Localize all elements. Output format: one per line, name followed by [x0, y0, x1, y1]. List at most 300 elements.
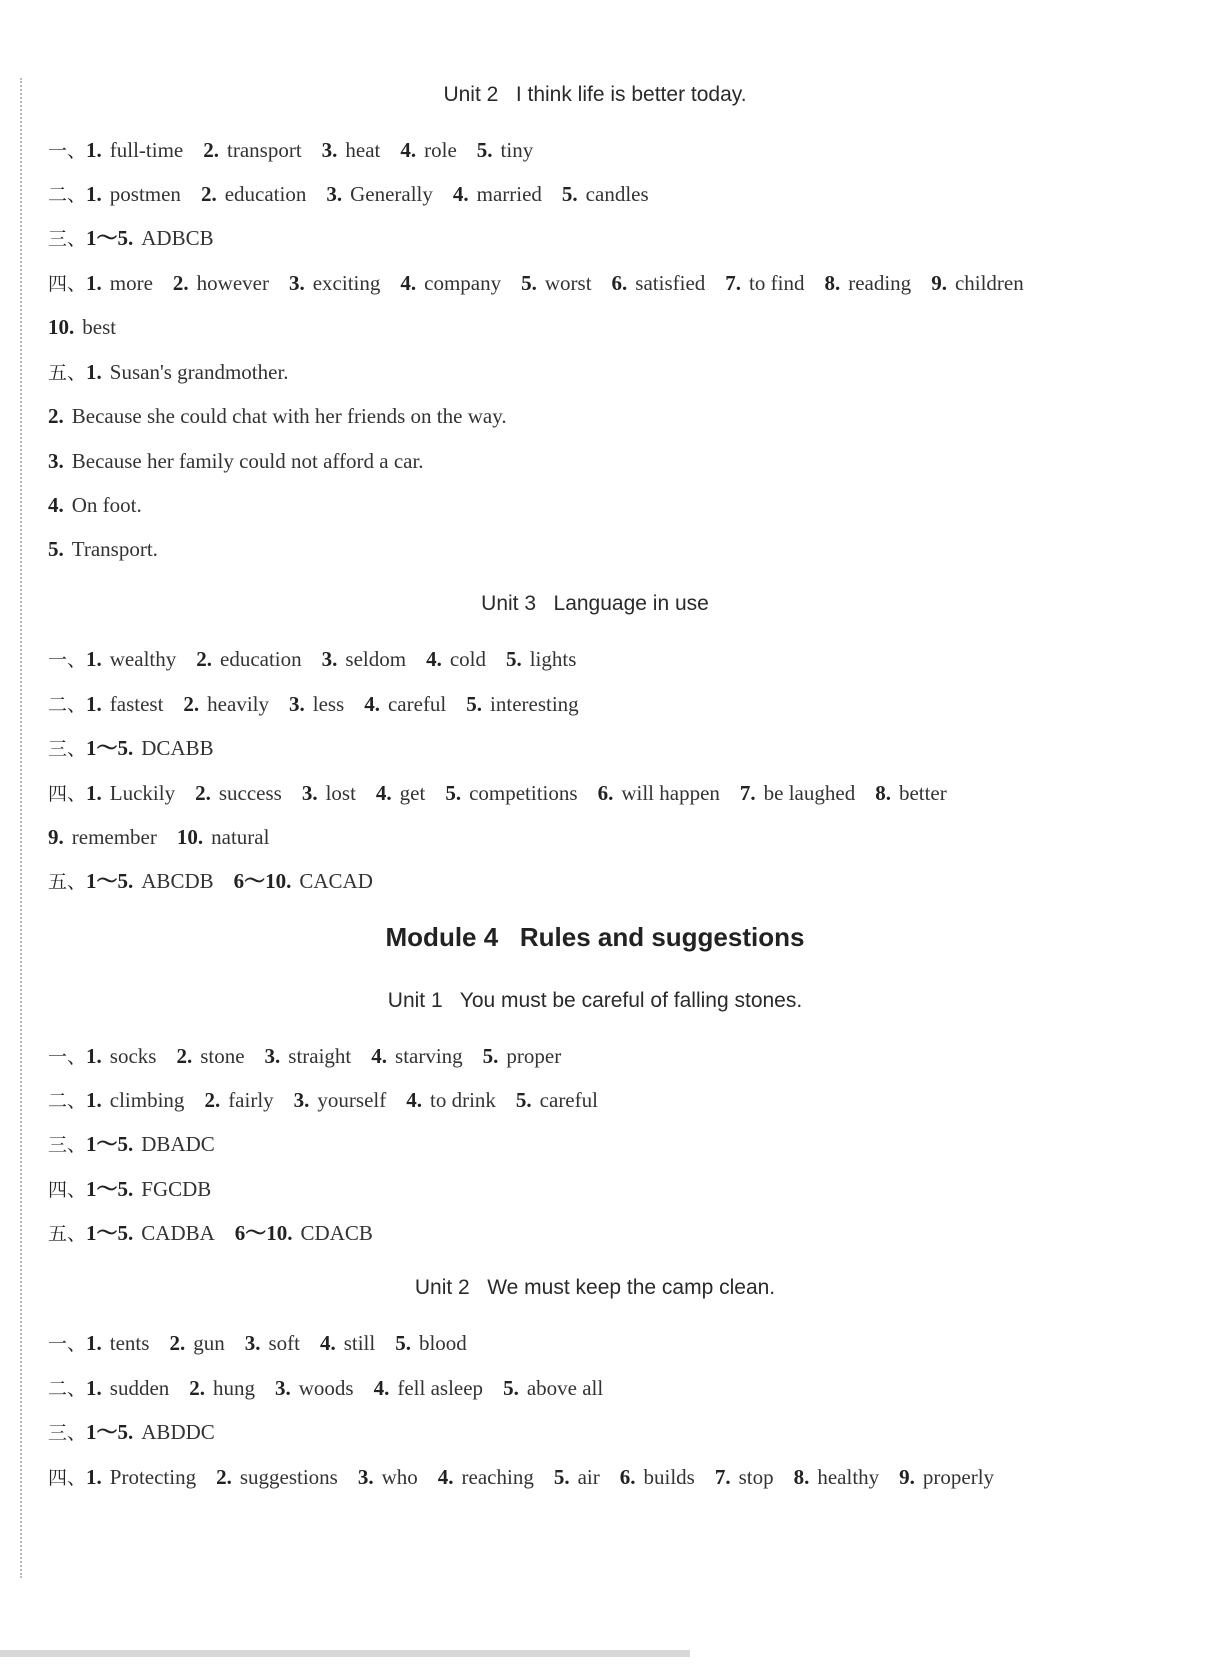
answer-text: DCABB: [141, 736, 214, 760]
answer-text: stop: [738, 1465, 774, 1489]
answer-text: Because her family could not afford a car.: [71, 449, 424, 473]
answer-number: 4.: [375, 781, 392, 805]
answer-item: [794, 1465, 880, 1489]
answer-number: 1～5.: [86, 869, 134, 893]
answer-item: [289, 692, 344, 716]
answer-number: 5.: [476, 138, 493, 162]
answer-item: [453, 182, 542, 206]
answer-line: [48, 824, 269, 850]
answer-item: [201, 182, 306, 206]
answer-text: Susan's grandmother.: [109, 360, 289, 384]
answer-text: success: [218, 781, 282, 805]
answer-item: [203, 138, 301, 162]
answer-number: 1.: [86, 1465, 102, 1489]
section-marker: 一、: [48, 1333, 87, 1355]
scan-edge-bar: [0, 1650, 690, 1657]
module-heading: Module 4 Rules and suggestions: [385, 922, 805, 952]
answer-number: 1～5.: [86, 226, 134, 250]
section-marker: 四、: [48, 273, 87, 295]
answer-text: gun: [193, 1331, 225, 1355]
answer-number: 1.: [86, 1376, 102, 1400]
answer-number: 5.: [445, 781, 462, 805]
answer-number: 4.: [48, 493, 64, 517]
answer-text: On foot.: [71, 493, 142, 517]
answer-number: 4.: [373, 1376, 390, 1400]
answer-text: ABDDC: [141, 1420, 215, 1444]
answer-text: CADBA: [141, 1221, 215, 1245]
answer-number: 1.: [86, 1331, 102, 1355]
answer-line: [48, 137, 533, 164]
answer-text: Protecting: [109, 1465, 197, 1489]
answer-item: [322, 138, 381, 162]
answer-text: worst: [544, 271, 592, 295]
unit-heading: Unit 2 I think life is better today.: [443, 83, 747, 106]
answer-text: tents: [109, 1331, 150, 1355]
answer-item: [620, 1465, 695, 1489]
answer-item: [48, 404, 507, 428]
section-marker: 二、: [48, 694, 87, 716]
answer-number: 2.: [172, 271, 189, 295]
answer-item: [86, 869, 214, 893]
answer-number: 3.: [264, 1044, 281, 1068]
answer-number: 2.: [176, 1044, 193, 1068]
answer-item: [477, 138, 533, 162]
section-marker: 四、: [48, 783, 87, 805]
answer-item: [931, 271, 1024, 295]
answer-text: married: [476, 182, 542, 206]
section-marker: 五、: [48, 362, 87, 384]
answer-text: best: [82, 315, 117, 339]
answer-number: 4.: [426, 647, 442, 671]
section-marker: 四、: [48, 1179, 87, 1201]
section-marker: 三、: [48, 738, 87, 760]
answer-item: [86, 736, 214, 760]
answer-text: sudden: [109, 1376, 170, 1400]
answer-number: 1～5.: [86, 1177, 134, 1201]
answer-number: 5.: [466, 692, 483, 716]
answer-text: interesting: [490, 692, 579, 716]
answer-text: satisfied: [635, 271, 706, 295]
answer-text: CACAD: [299, 869, 373, 893]
answer-item: [395, 1331, 467, 1355]
answer-number: 2.: [48, 404, 64, 428]
answer-line: [48, 1176, 211, 1203]
answer-item: [176, 1044, 244, 1068]
answer-item: [740, 781, 855, 805]
answer-text: less: [312, 692, 345, 716]
answer-text: proper: [506, 1044, 562, 1068]
answer-item: [364, 692, 446, 716]
answer-text: starving: [395, 1044, 463, 1068]
answer-text: tiny: [500, 138, 534, 162]
answer-number: 1.: [86, 647, 102, 671]
answer-text: above all: [526, 1376, 604, 1400]
answer-item: [177, 825, 270, 849]
answer-line: [48, 1131, 215, 1158]
section-marker: 三、: [48, 1134, 87, 1156]
answer-line: [48, 536, 158, 562]
answer-text: properly: [922, 1465, 995, 1489]
answer-item: [86, 1044, 156, 1068]
answer-item: [725, 271, 804, 295]
answer-text: stone: [200, 1044, 245, 1068]
answer-text: air: [577, 1465, 600, 1489]
answer-number: 10.: [48, 315, 75, 339]
answer-text: cold: [449, 647, 486, 671]
answer-number: 7.: [725, 271, 742, 295]
answer-text: to drink: [430, 1088, 496, 1112]
answer-number: 9.: [899, 1465, 915, 1489]
answer-text: Because she could chat with her friends on the way.: [71, 404, 507, 428]
answer-item: [376, 781, 425, 805]
answer-item: [204, 1088, 273, 1112]
answer-number: 1.: [86, 360, 102, 384]
unit-heading: Unit 2 We must keep the camp clean.: [414, 1276, 776, 1299]
answer-number: 1.: [86, 138, 102, 162]
section-marker: 一、: [48, 649, 87, 671]
section-marker: 三、: [48, 1422, 87, 1444]
answer-item: [86, 1132, 215, 1156]
section-marker: 二、: [48, 1090, 87, 1112]
answer-line: [48, 181, 649, 208]
answer-line: [48, 780, 947, 807]
section-marker: 二、: [48, 1378, 87, 1400]
answer-number: 3.: [275, 1376, 291, 1400]
answer-item: [358, 1465, 418, 1489]
answer-item: [173, 271, 269, 295]
answer-text: yourself: [317, 1088, 387, 1112]
answer-number: 10.: [176, 825, 204, 849]
answer-item: [48, 315, 116, 339]
answer-number: 4.: [406, 1088, 422, 1112]
answer-number: 2.: [169, 1331, 186, 1355]
answer-text: careful: [387, 692, 447, 716]
answer-item: [86, 360, 289, 384]
answer-item: [483, 1044, 562, 1068]
answer-item: [86, 1177, 211, 1201]
answer-number: 1.: [86, 1088, 102, 1112]
answer-number: 2.: [196, 647, 212, 671]
answer-number: 5.: [505, 647, 522, 671]
answer-text: reaching: [461, 1465, 534, 1489]
answer-number: 4.: [452, 182, 469, 206]
answer-line: [48, 403, 507, 429]
answer-number: 6.: [597, 781, 614, 805]
answer-number: 2.: [195, 781, 211, 805]
answer-item: [374, 1376, 483, 1400]
answer-line: [48, 225, 214, 252]
answer-item: [86, 182, 181, 206]
answer-item: [48, 449, 424, 473]
answer-text: reading: [848, 271, 912, 295]
answer-number: 5.: [395, 1331, 411, 1355]
answer-item: [86, 271, 153, 295]
answer-number: 8.: [875, 781, 891, 805]
answer-text: children: [954, 271, 1024, 295]
answer-number: 1～5.: [86, 1132, 134, 1156]
answer-item: [86, 1420, 215, 1444]
answer-line: [48, 1330, 467, 1357]
answer-text: Transport.: [71, 537, 158, 561]
answer-item: [506, 647, 576, 671]
answer-item: [426, 647, 486, 671]
answer-text: soft: [268, 1331, 300, 1355]
answer-item: [195, 781, 282, 805]
answer-item: [183, 692, 269, 716]
answer-line: [48, 1375, 603, 1402]
answer-line: [48, 868, 373, 895]
answer-item: [598, 781, 720, 805]
answer-text: more: [109, 271, 153, 295]
answer-text: fairly: [228, 1088, 274, 1112]
answer-text: climbing: [109, 1088, 185, 1112]
answer-item: [169, 1331, 224, 1355]
answer-number: 4.: [400, 271, 417, 295]
answer-item: [216, 1465, 338, 1489]
answer-number: 2.: [203, 138, 219, 162]
answer-text: natural: [211, 825, 270, 849]
answer-number: 5.: [482, 1044, 499, 1068]
answer-number: 9.: [48, 825, 64, 849]
answer-text: ABCDB: [141, 869, 214, 893]
answer-number: 6～10.: [233, 869, 292, 893]
answer-number: 4.: [371, 1044, 388, 1068]
answer-text: full-time: [109, 138, 184, 162]
answer-text: blood: [418, 1331, 467, 1355]
answer-line: [48, 1220, 373, 1247]
answer-item: [86, 692, 163, 716]
answer-text: lost: [325, 781, 356, 805]
answer-text: education: [220, 647, 302, 671]
answer-item: [86, 781, 175, 805]
answer-item: [875, 781, 947, 805]
answer-item: [400, 271, 501, 295]
answer-text: exciting: [312, 271, 381, 295]
answer-text: suggestions: [239, 1465, 338, 1489]
answer-text: fell asleep: [397, 1376, 484, 1400]
answer-item: [562, 182, 649, 206]
answer-number: 4.: [437, 1465, 454, 1489]
answer-text: education: [224, 182, 307, 206]
answer-text: to find: [749, 271, 805, 295]
answer-number: 5.: [561, 182, 578, 206]
answer-text: lights: [529, 647, 577, 671]
answer-text: candles: [585, 182, 649, 206]
answer-item: [48, 537, 158, 561]
answer-text: fastest: [109, 692, 164, 716]
section-marker: 二、: [48, 184, 87, 206]
answer-item: [289, 271, 380, 295]
answer-number: 3.: [293, 1088, 310, 1112]
answer-number: 3.: [244, 1331, 261, 1355]
answer-item: [503, 1376, 603, 1400]
answer-number: 5.: [521, 271, 537, 295]
answer-line: [48, 1464, 994, 1491]
answer-item: [438, 1465, 534, 1489]
answer-number: 5.: [48, 537, 64, 561]
answer-number: 4.: [319, 1331, 336, 1355]
answer-text: who: [381, 1465, 418, 1489]
answer-number: 1.: [86, 182, 102, 206]
answer-text: be laughed: [763, 781, 856, 805]
answer-item: [326, 182, 433, 206]
answer-item: [400, 138, 456, 162]
answer-item: [521, 271, 591, 295]
answer-text: Generally: [350, 182, 433, 206]
answer-text: get: [399, 781, 426, 805]
answer-number: 3.: [288, 271, 305, 295]
answer-text: role: [424, 138, 457, 162]
answer-item: [294, 1088, 387, 1112]
answer-item: [86, 1465, 196, 1489]
answer-item: [406, 1088, 496, 1112]
answer-text: heavily: [207, 692, 269, 716]
answer-item: [86, 138, 183, 162]
answer-number: 1.: [86, 1044, 102, 1068]
answer-text: socks: [109, 1044, 157, 1068]
answer-item: [86, 647, 176, 671]
answer-number: 5.: [553, 1465, 570, 1489]
answer-item: [516, 1088, 598, 1112]
answer-number: 5.: [503, 1376, 519, 1400]
answer-line: [48, 1043, 561, 1070]
answer-number: 2.: [189, 1376, 206, 1400]
answer-line: [48, 492, 142, 518]
answer-item: [899, 1465, 994, 1489]
answer-number: 2.: [200, 182, 217, 206]
answer-number: 1.: [86, 692, 102, 716]
answer-number: 4.: [364, 692, 380, 716]
answer-number: 6～10.: [234, 1221, 293, 1245]
answer-number: 3.: [357, 1465, 374, 1489]
unit-heading: Unit 3 Language in use: [481, 592, 709, 615]
binding-margin-rule: [20, 78, 22, 1578]
answer-text: however: [196, 271, 269, 295]
answer-text: FGCDB: [141, 1177, 212, 1201]
answer-item: [371, 1044, 462, 1068]
answer-number: 5.: [515, 1088, 532, 1112]
answer-item: [445, 781, 577, 805]
answer-text: CDACB: [300, 1221, 373, 1245]
answer-text: woods: [298, 1376, 354, 1400]
answer-text: DBADC: [141, 1132, 215, 1156]
answer-number: 1.: [86, 271, 102, 295]
answer-number: 6.: [619, 1465, 636, 1489]
answer-item: [322, 647, 406, 671]
answer-number: 3.: [321, 138, 338, 162]
answer-text: straight: [288, 1044, 352, 1068]
answer-item: [86, 1221, 215, 1245]
answer-number: 7.: [739, 781, 756, 805]
answer-item: [265, 1044, 352, 1068]
answer-item: [320, 1331, 375, 1355]
answer-number: 6.: [611, 271, 628, 295]
section-marker: 三、: [48, 228, 87, 250]
answer-item: [86, 1331, 149, 1355]
answer-line: [48, 691, 579, 718]
answer-line: [48, 270, 1024, 297]
answer-text: heat: [345, 138, 381, 162]
answer-line: [48, 314, 116, 340]
answer-text: Luckily: [109, 781, 176, 805]
answer-number: 2.: [216, 1465, 232, 1489]
answer-item: [275, 1376, 354, 1400]
answer-text: better: [898, 781, 947, 805]
answer-number: 7.: [714, 1465, 731, 1489]
answer-number: 3.: [326, 182, 343, 206]
answer-text: builds: [643, 1465, 695, 1489]
answer-item: [235, 1221, 373, 1245]
answer-text: competitions: [469, 781, 578, 805]
answer-item: [189, 1376, 255, 1400]
answer-item: [824, 271, 911, 295]
answer-item: [245, 1331, 300, 1355]
answer-number: 3.: [321, 647, 338, 671]
answer-text: company: [424, 271, 502, 295]
unit-heading: Unit 1 You must be careful of falling stones.: [387, 989, 803, 1012]
section-marker: 五、: [48, 1223, 87, 1245]
section-marker: 一、: [48, 140, 87, 162]
answer-item: [48, 493, 142, 517]
answer-text: wealthy: [109, 647, 177, 671]
answer-number: 2.: [183, 692, 200, 716]
section-marker: 五、: [48, 871, 87, 893]
answer-number: 1～5.: [86, 736, 134, 760]
answer-line: [48, 1087, 598, 1114]
answer-text: will happen: [621, 781, 720, 805]
answer-item: [466, 692, 578, 716]
section-marker: 一、: [48, 1046, 87, 1068]
answer-text: hung: [213, 1376, 256, 1400]
answer-line: [48, 735, 214, 762]
answer-item: [715, 1465, 774, 1489]
answer-line: [48, 359, 289, 386]
answer-text: remember: [71, 825, 157, 849]
answer-text: careful: [539, 1088, 598, 1112]
answer-item: [554, 1465, 600, 1489]
answer-line: [48, 1419, 215, 1446]
answer-number: 1.: [86, 781, 102, 805]
answer-item: [612, 271, 706, 295]
answer-item: [48, 825, 157, 849]
answer-line: [48, 448, 424, 474]
answer-number: 1～5.: [86, 1420, 134, 1444]
answer-item: [196, 647, 301, 671]
answer-item: [86, 1376, 169, 1400]
answer-number: 4.: [400, 138, 417, 162]
answer-line: [48, 646, 576, 673]
answer-text: still: [343, 1331, 376, 1355]
answer-item: [302, 781, 356, 805]
answer-text: postmen: [109, 182, 181, 206]
answer-text: healthy: [817, 1465, 880, 1489]
answer-text: seldom: [345, 647, 407, 671]
answer-number: 2.: [204, 1088, 221, 1112]
answer-text: ADBCB: [141, 226, 214, 250]
section-marker: 四、: [48, 1467, 87, 1489]
answer-number: 8.: [793, 1465, 810, 1489]
answer-item: [86, 1088, 184, 1112]
answer-item: [86, 226, 214, 250]
answer-item: [234, 869, 373, 893]
answer-number: 3.: [288, 692, 305, 716]
answer-number: 1～5.: [86, 1221, 134, 1245]
answer-number: 9.: [931, 271, 947, 295]
answer-number: 8.: [824, 271, 841, 295]
answer-text: transport: [227, 138, 302, 162]
answer-number: 3.: [48, 449, 64, 473]
answer-number: 3.: [301, 781, 318, 805]
